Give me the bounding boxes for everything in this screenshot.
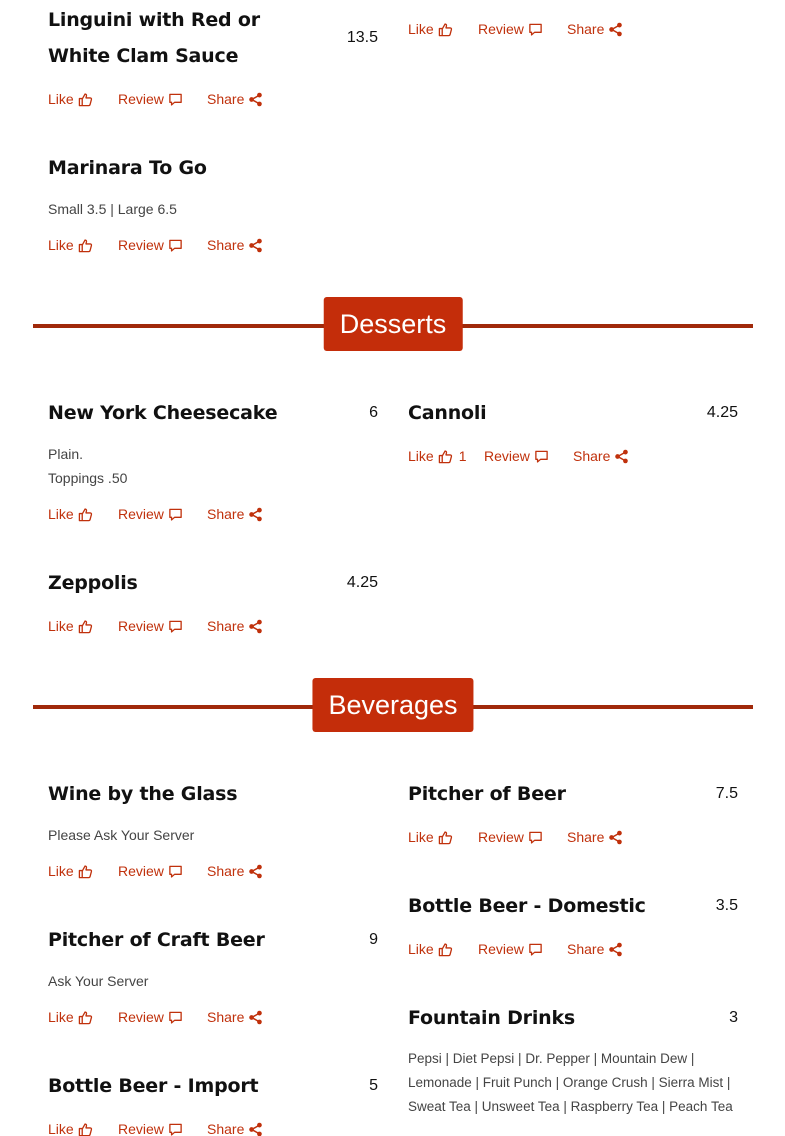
item-price: 4.25 — [706, 404, 738, 421]
comment-icon — [168, 619, 183, 634]
review-button[interactable] — [478, 829, 567, 845]
thumbs-up-icon — [78, 1122, 93, 1136]
share-icon — [248, 864, 263, 879]
item-name: Pitcher of Beer — [408, 783, 566, 805]
item-actions — [48, 1005, 378, 1029]
comment-icon — [168, 238, 183, 253]
like-button[interactable] — [48, 237, 118, 253]
item-name: Wine by the Glass — [48, 783, 238, 805]
like-label: Like — [408, 829, 434, 845]
comment-icon — [534, 449, 549, 464]
share-icon — [248, 1122, 263, 1136]
item-description: Ask Your Server — [48, 973, 149, 989]
description-line: Pepsi | Diet Pepsi | Dr. Pepper | Mountain Dew | — [408, 1051, 695, 1066]
item-description: Please Ask Your Server — [48, 827, 195, 843]
comment-icon — [168, 1010, 183, 1025]
review-label: Review — [118, 1121, 164, 1136]
review-button[interactable] — [118, 618, 207, 634]
share-button[interactable] — [207, 91, 263, 107]
menu-item-wine — [48, 776, 378, 883]
like-button[interactable] — [408, 941, 478, 957]
like-label: Like — [408, 448, 434, 464]
share-label: Share — [567, 941, 605, 957]
thumbs-up-icon — [438, 830, 453, 845]
like-button[interactable] — [408, 448, 484, 464]
share-button[interactable] — [573, 448, 629, 464]
share-label: Share — [207, 1121, 245, 1136]
share-icon — [248, 507, 263, 522]
item-description: Small 3.5 | Large 6.5 — [48, 201, 177, 217]
share-icon — [248, 238, 263, 253]
review-button[interactable] — [118, 1009, 207, 1025]
section-header-beverages — [33, 678, 753, 734]
item-price: 9 — [369, 931, 378, 948]
like-label: Like — [48, 91, 74, 107]
item-price: 5 — [369, 1077, 378, 1094]
item-actions — [48, 1117, 378, 1136]
thumbs-up-icon — [78, 1010, 93, 1025]
share-button[interactable] — [207, 1121, 263, 1136]
comment-icon — [528, 830, 543, 845]
item-actions — [48, 859, 378, 883]
share-icon — [248, 619, 263, 634]
review-button[interactable] — [118, 91, 207, 107]
review-label: Review — [478, 941, 524, 957]
review-button[interactable] — [478, 21, 567, 37]
menu-item-marinara — [48, 150, 378, 257]
like-button[interactable] — [48, 1009, 118, 1025]
share-label: Share — [207, 506, 245, 522]
menu-item-fountain — [408, 1000, 738, 1119]
like-button[interactable] — [48, 1121, 118, 1136]
thumbs-up-icon — [78, 238, 93, 253]
item-name: Pitcher of Craft Beer — [48, 929, 265, 951]
menu-item-pitcher-beer — [408, 776, 738, 849]
comment-icon — [168, 864, 183, 879]
description-line: Sweat Tea | Unsweet Tea | Raspberry Tea | Peach Tea — [408, 1099, 733, 1114]
item-actions — [48, 614, 378, 638]
item-price: 3 — [729, 1009, 738, 1026]
menu-item-zeppolis — [48, 565, 378, 638]
item-name: Marinara To Go — [48, 157, 207, 179]
thumbs-up-icon — [78, 864, 93, 879]
item-name: Zeppolis — [48, 572, 138, 594]
review-button[interactable] — [118, 1121, 207, 1136]
item-price: 7.5 — [715, 785, 738, 802]
menu-item-partial — [408, 17, 738, 41]
review-label: Review — [118, 237, 164, 253]
review-button[interactable] — [118, 237, 207, 253]
description-line: Lemonade | Fruit Punch | Orange Crush | Sierra Mist | — [408, 1075, 731, 1090]
like-button[interactable] — [48, 91, 118, 107]
item-price: 13.5 — [346, 29, 378, 46]
share-button[interactable] — [207, 506, 263, 522]
review-button[interactable] — [484, 448, 573, 464]
comment-icon — [528, 942, 543, 957]
thumbs-up-icon — [78, 507, 93, 522]
comment-icon — [168, 92, 183, 107]
comment-icon — [168, 1122, 183, 1136]
share-label: Share — [207, 1009, 245, 1025]
like-button[interactable] — [48, 863, 118, 879]
like-label: Like — [48, 237, 74, 253]
item-price: 6 — [369, 404, 378, 421]
item-name: Bottle Beer - Import — [48, 1075, 259, 1097]
item-name: New York Cheesecake — [48, 402, 278, 424]
menu-item-bottle-import — [48, 1068, 378, 1136]
share-icon — [248, 92, 263, 107]
share-label: Share — [207, 863, 245, 879]
like-button[interactable] — [408, 829, 478, 845]
like-label: Like — [48, 1121, 74, 1136]
share-button[interactable] — [567, 941, 623, 957]
share-button[interactable] — [207, 618, 263, 634]
item-description — [408, 1047, 738, 1119]
review-label: Review — [478, 829, 524, 845]
share-icon — [608, 830, 623, 845]
section-title: Beverages — [312, 678, 473, 732]
item-name: Fountain Drinks — [408, 1007, 575, 1029]
item-actions — [408, 937, 738, 961]
review-label: Review — [118, 91, 164, 107]
share-button[interactable] — [207, 1009, 263, 1025]
thumbs-up-icon — [438, 942, 453, 957]
thumbs-up-icon — [438, 22, 453, 37]
share-icon — [248, 1010, 263, 1025]
menu-item-pitcher-craft — [48, 922, 378, 1029]
menu-item-bottle-domestic — [408, 888, 738, 961]
review-label: Review — [484, 448, 530, 464]
like-label: Like — [408, 941, 434, 957]
share-label: Share — [573, 448, 611, 464]
share-label: Share — [207, 91, 245, 107]
like-label: Like — [48, 863, 74, 879]
review-button[interactable] — [118, 863, 207, 879]
like-label: Like — [408, 21, 434, 37]
item-name: Linguini with Red or White Clam Sauce — [48, 9, 260, 67]
comment-icon — [168, 507, 183, 522]
like-count: 1 — [458, 448, 467, 464]
description-line: Plain. — [48, 446, 84, 462]
like-button[interactable] — [408, 21, 478, 37]
share-label: Share — [567, 21, 605, 37]
review-label: Review — [118, 506, 164, 522]
review-button[interactable] — [478, 941, 567, 957]
review-button[interactable] — [118, 506, 207, 522]
thumbs-up-icon — [438, 449, 453, 464]
item-actions — [408, 17, 738, 41]
share-label: Share — [567, 829, 605, 845]
item-actions — [48, 233, 378, 257]
item-actions — [408, 444, 738, 468]
menu-item-cannoli — [408, 395, 738, 468]
share-button[interactable] — [207, 863, 263, 879]
section-title: Desserts — [324, 297, 463, 351]
share-icon — [608, 22, 623, 37]
item-actions — [408, 825, 738, 849]
review-label: Review — [478, 21, 524, 37]
share-button[interactable] — [207, 237, 263, 253]
item-description — [48, 442, 378, 490]
menu-item-linguini — [48, 2, 378, 111]
like-button[interactable] — [48, 506, 118, 522]
item-price: 3.5 — [715, 897, 738, 914]
item-name: Bottle Beer - Domestic — [408, 895, 646, 917]
section-header-desserts — [33, 297, 753, 353]
like-button[interactable] — [48, 618, 118, 634]
like-label: Like — [48, 1009, 74, 1025]
item-price: 4.25 — [346, 574, 378, 591]
menu-item-cheesecake — [48, 395, 378, 526]
item-actions — [48, 502, 378, 526]
share-button[interactable] — [567, 21, 623, 37]
thumbs-up-icon — [78, 619, 93, 634]
comment-icon — [528, 22, 543, 37]
review-label: Review — [118, 1009, 164, 1025]
share-button[interactable] — [567, 829, 623, 845]
share-icon — [608, 942, 623, 957]
share-label: Share — [207, 237, 245, 253]
description-line: Toppings .50 — [48, 470, 128, 486]
item-name: Cannoli — [408, 402, 487, 424]
like-label: Like — [48, 506, 74, 522]
like-label: Like — [48, 618, 74, 634]
share-icon — [614, 449, 629, 464]
share-label: Share — [207, 618, 245, 634]
review-label: Review — [118, 618, 164, 634]
item-actions — [48, 87, 378, 111]
thumbs-up-icon — [78, 92, 93, 107]
review-label: Review — [118, 863, 164, 879]
